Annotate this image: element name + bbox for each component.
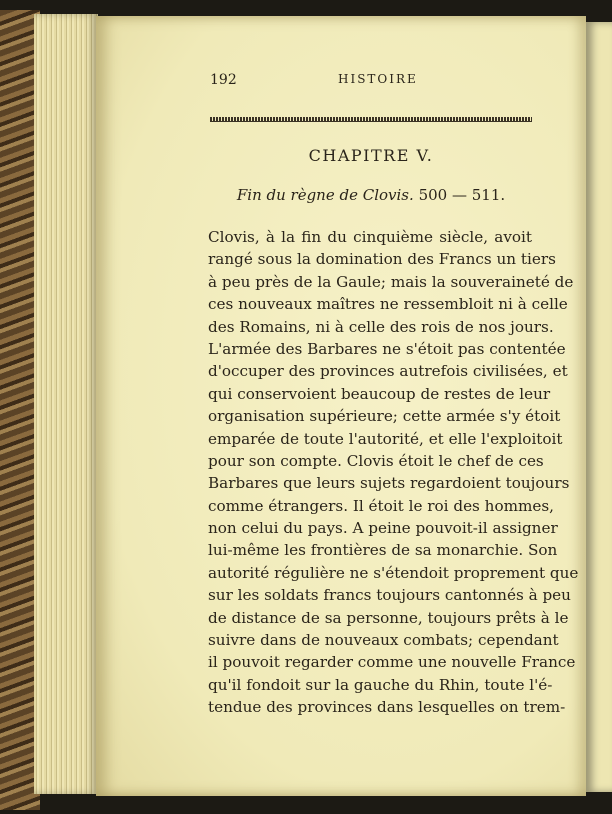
line-text: pour son compte. Clovis étoit le chef de ces xyxy=(208,451,544,470)
text-line xyxy=(208,517,558,539)
line-text: il pouvoit regarder comme une nouvelle France xyxy=(208,653,576,672)
line-text: à peu près de la Gaule; mais la souveraineté de xyxy=(208,272,574,291)
text-line xyxy=(208,360,568,382)
text-line xyxy=(208,629,559,651)
line-text: Barbares que leurs sujets regardoient toujours xyxy=(208,474,570,493)
line-text: comme étrangers. Il étoit le roi des hommes, xyxy=(208,496,555,515)
line-text: emparée de toute l'autorité, et elle l'exploitoit xyxy=(208,429,563,448)
text-line xyxy=(208,674,553,696)
line-text: Clovis, à la fin du cinquième siècle, avoit xyxy=(208,228,532,246)
text-line xyxy=(208,316,554,338)
text-line xyxy=(208,539,558,561)
body-text xyxy=(208,226,579,719)
text-line xyxy=(208,428,563,450)
line-text: d'occuper des provinces autrefois civilisées, et xyxy=(208,362,568,381)
page-header xyxy=(210,72,530,92)
text-line xyxy=(208,405,561,427)
line-text: des Romains, ni à celle des rois de nos jours. xyxy=(208,317,554,336)
text-line xyxy=(208,338,566,360)
chapter-title: CHAPITRE V. xyxy=(308,146,434,165)
text-line xyxy=(208,248,556,270)
line-text: tendue des provinces dans lesquelles on trem- xyxy=(208,698,566,717)
line-text: L'armée des Barbares ne s'étoit pas contentée xyxy=(208,339,566,358)
text-line xyxy=(208,607,569,629)
running-head: HISTOIRE xyxy=(338,72,418,86)
line-text: ces nouveaux maîtres ne ressembloit ni à celle xyxy=(208,295,568,314)
chapter-subtitle xyxy=(210,186,532,204)
subtitle-text: Fin du règne de Clovis. xyxy=(236,186,414,204)
line-text: autorité régulière ne s'étendoit proprement que xyxy=(208,563,579,582)
text-line xyxy=(208,293,568,315)
page-edges xyxy=(34,14,98,794)
text-line xyxy=(208,696,566,718)
line-text: rangé sous la domination des Francs un tiers xyxy=(208,250,556,269)
chapter-dates: 500 — 511. xyxy=(418,186,506,204)
text-line xyxy=(208,562,579,584)
line-text: qui conservoient beaucoup de restes de leur xyxy=(208,384,551,403)
facing-page xyxy=(586,22,612,792)
text-line xyxy=(208,495,555,517)
line-text: de distance de sa personne, toujours prêts à le xyxy=(208,608,569,627)
line-text: qu'il fondoit sur la gauche du Rhin, toute l'é- xyxy=(208,675,553,694)
text-line xyxy=(208,226,532,248)
page-number: 192 xyxy=(210,72,237,88)
line-text: organisation supérieure; cette armée s'y étoit xyxy=(208,407,561,426)
line-text: sur les soldats francs toujours cantonnés à peu xyxy=(208,586,571,605)
line-text: lui-même les frontières de sa monarchie. Son xyxy=(208,541,558,560)
ornamental-rule xyxy=(210,117,532,122)
text-line xyxy=(208,584,571,606)
line-text: suivre dans de nouveaux combats; cependant xyxy=(208,631,559,650)
line-text: non celui du pays. A peine pouvoit-il assigner xyxy=(208,519,558,538)
text-line xyxy=(208,472,570,494)
text-line xyxy=(208,383,551,405)
text-line xyxy=(208,651,576,673)
text-line xyxy=(208,271,574,293)
text-line xyxy=(208,450,544,472)
